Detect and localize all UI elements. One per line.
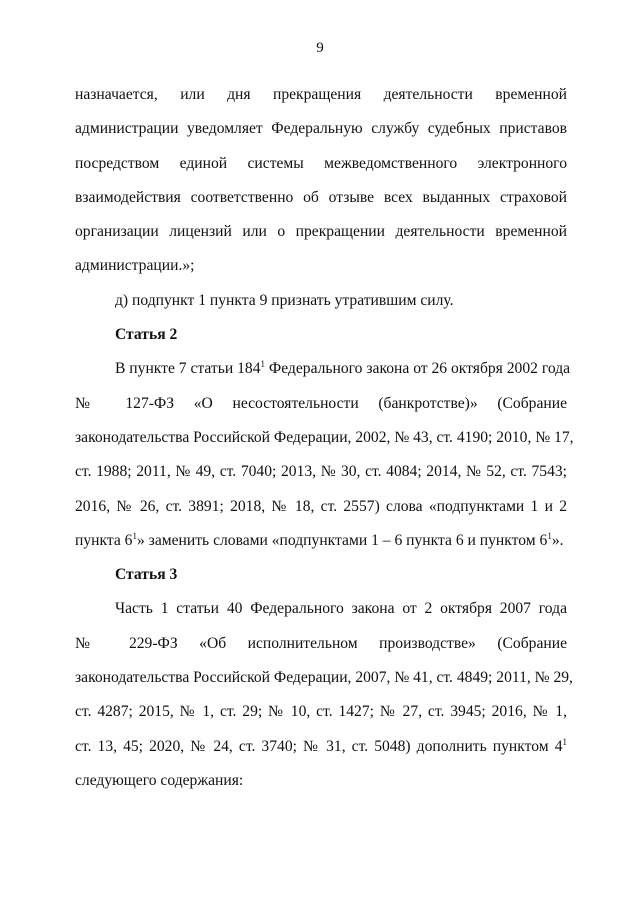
article-2-heading: Статья 2 bbox=[115, 326, 178, 344]
paragraph-continuation bbox=[75, 78, 567, 284]
text-line: 2016, № 26, ст. 3891; 2018, № 18, ст. 2557) слова «подпунктами 1 и 2 bbox=[75, 497, 567, 515]
text-line: организации лицензий или о прекращении деятельности временной bbox=[75, 223, 567, 241]
text-line: администрации.»; bbox=[75, 257, 195, 275]
article-3-body bbox=[75, 592, 573, 798]
paragraph-subitem-d bbox=[75, 284, 567, 318]
text-line: д) подпункт 1 пункта 9 признать утратившим силу. bbox=[115, 291, 454, 309]
text-line: № 229-ФЗ «Об исполнительном производстве» (Собрание bbox=[75, 634, 567, 652]
text-line: В пункте 7 статьи $184^1$ Федерального закона от 26 октября 2002 года bbox=[115, 359, 571, 378]
document-body bbox=[75, 78, 574, 798]
article-3-heading: Статья 3 bbox=[115, 566, 178, 584]
text-line: посредством единой системы межведомственного электронного bbox=[75, 154, 567, 172]
text-line: пункта $6^1$» заменить словами «подпунктами 1 – 6 пункта 6 и пунктом $6^1$». bbox=[75, 530, 564, 549]
text-line: № 127-ФЗ «О несостоятельности (банкротстве)» (Собрание bbox=[75, 394, 567, 412]
text-line: ст. 4287; 2015, № 1, ст. 29; № 10, ст. 1427; № 27, ст. 3945; 2016, № 1, bbox=[75, 703, 567, 721]
text-line: Часть 1 статьи 40 Федерального закона от 2 октября 2007 года bbox=[115, 600, 567, 618]
text-line: ст. 1988; 2011, № 49, ст. 7040; 2013, № 30, ст. 4084; 2014, № 52, ст. 7543; bbox=[75, 463, 567, 481]
text-line: законодательства Российской Федерации, 2002, № 43, ст. 4190; 2010, № 17, bbox=[75, 428, 574, 446]
text-line: администрации уведомляет Федеральную службу судебных приставов bbox=[75, 120, 567, 138]
page-number: 9 bbox=[316, 40, 324, 56]
text-line: взаимодействия соответственно об отзыве всех выданных страховой bbox=[75, 188, 567, 206]
text-line: ст. 13, 45; 2020, № 24, ст. 3740; № 31, ст. 5048) дополнить пунктом $4^1$ bbox=[75, 736, 567, 755]
text-line: законодательства Российской Федерации, 2007, № 41, ст. 4849; 2011, № 29, bbox=[75, 669, 573, 687]
article-2-body bbox=[75, 352, 574, 558]
text-line: назначается, или дня прекращения деятельности временной bbox=[75, 86, 567, 103]
text-line: следующего содержания: bbox=[75, 771, 244, 789]
